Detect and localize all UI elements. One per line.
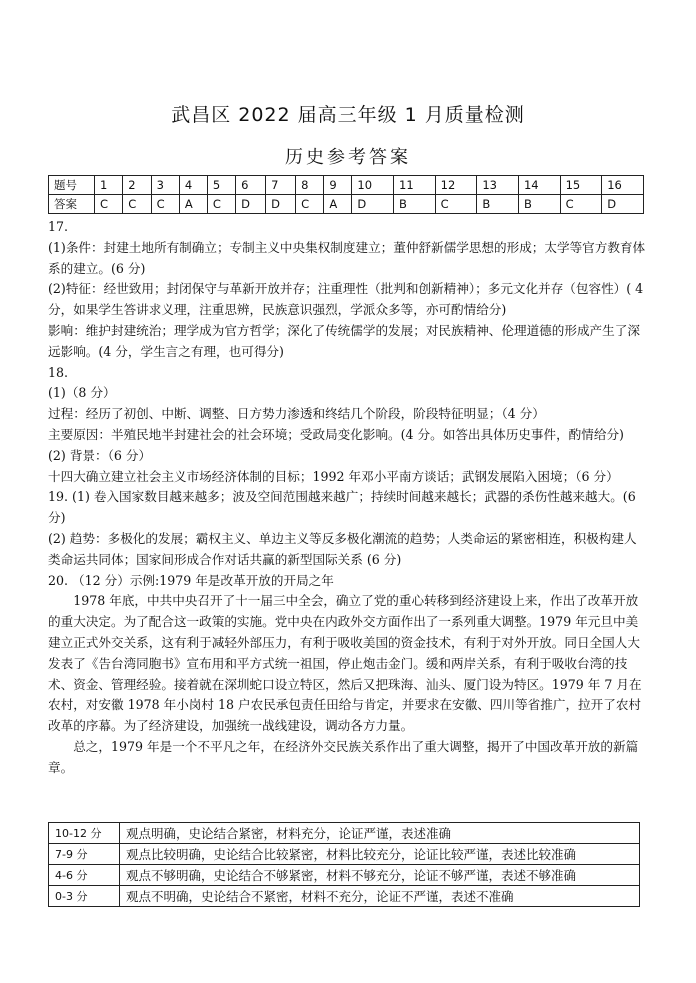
question-number-cell: 9	[324, 176, 352, 195]
answer-paragraph: (2) 背景：（6 分）	[48, 447, 152, 463]
rubric-description: 观点不够明确，史论结合不够紧密，材料不够充分，论证不够严谨，表述不够准确	[120, 865, 640, 886]
question-number-cell: 5	[207, 176, 235, 195]
answer-paragraph: 17.	[48, 219, 69, 234]
answer-key-table	[48, 175, 644, 214]
question-number-cell: 1	[95, 176, 123, 195]
answer-cell: C	[435, 195, 477, 214]
question-number-cell: 4	[179, 176, 207, 195]
page-subtitle: 历史参考答案	[285, 147, 411, 168]
question-number-cell: 12	[435, 176, 477, 195]
answer-paragraph: 十四大确立建立社会主义市场经济体制的目标；1992 年邓小平南方谈话；武钢发展陷入困境；（6 分）	[48, 468, 619, 484]
answer-paragraph: 18.	[48, 364, 69, 380]
answer-cell: B	[518, 195, 560, 214]
answer-cell: D	[266, 195, 296, 214]
question-number-cell: 8	[296, 176, 324, 195]
answer-paragraph: 主要原因：半殖民地半封建社会的社会环境；受政局变化影响。(4 分。如答出具体历史事件，酌情给分)	[48, 426, 624, 442]
scoring-rubric-table	[48, 822, 640, 907]
rubric-row	[49, 886, 640, 907]
answer-cell: A	[324, 195, 352, 214]
question-number-cell: 2	[123, 176, 151, 195]
answer-row	[49, 195, 644, 214]
answer-explanations	[48, 217, 646, 779]
answer-cell: C	[123, 195, 151, 214]
answer-paragraph: 1978 年底，中共中央召开了十一届三中全会，确立了党的重心转移到经济建设上来，作出了改革开放的重大决定。为了配合这一政策的实施。党中央在内政外交方面作出了一系列重大调整。1979 年元旦中美建立正式外交关系，这有利于减轻外部压力，有利于吸收美国的资金技术，有利于对外开放。同日全国人大发表了《告台湾同胞书》宣布用和平方式统一祖国，停止炮击金门。缓和两岸关系，有利于吸收台湾的技术、资金、管理经验。接着就在深圳蛇口设立特区，然后又把珠海、汕头、厦门设为特区。1979 年 7 月在农村，对安徽 1978 年小岗村 18 户农民承包责任田给与肯定，并要求在安徽、四川等省推广，拉开了农村改革的序幕。为了经济建设，加强统一战线建设，调动各方力量。	[48, 593, 642, 734]
answer-cell: B	[394, 195, 436, 214]
rubric-score-level: 4-6 分	[49, 865, 120, 886]
answer-paragraph: (1)条件：封建土地所有制确立；专制主义中央集权制度建立；董仲舒新儒学思想的形成；太学等官方教育体系的建立。(6 分)	[48, 239, 646, 276]
answer-cell: C	[296, 195, 324, 214]
question-number-cell: 13	[477, 176, 519, 195]
rubric-score-level: 0-3 分	[49, 886, 120, 907]
question-number-cell: 7	[266, 176, 296, 195]
question-number-cell: 6	[236, 176, 266, 195]
answer-cell: D	[236, 195, 266, 214]
page-title: 武昌区 2022 届高三年级 1 月质量检测	[171, 104, 525, 126]
question-number-cell: 11	[394, 176, 436, 195]
question-number-cell: 16	[602, 176, 644, 195]
question-row-label: 题号	[49, 176, 95, 195]
answer-cell: B	[477, 195, 519, 214]
rubric-score-level: 10-12 分	[49, 823, 120, 844]
question-number-cell: 14	[518, 176, 560, 195]
answer-paragraph: (1)（8 分）	[48, 385, 116, 401]
answer-paragraph: 19. (1) 卷入国家数目越来越多；波及空间范围越来越广；持续时间越来越长；武器的杀伤性越来越大。(6 分)	[48, 489, 636, 526]
rubric-description: 观点比较明确，史论结合比较紧密，材料比较充分，论证比较严谨，表述比较准确	[120, 844, 640, 865]
rubric-description: 观点明确，史论结合紧密，材料充分，论证严谨，表述准确	[120, 823, 640, 844]
question-number-row	[49, 176, 644, 195]
answer-paragraph: 20. （12 分）示例:1979 年是改革开放的开局之年	[48, 572, 334, 588]
answer-paragraph: (2)特征：经世致用；封闭保守与革新开放并存；注重理性（批判和创新精神）；多元文化并存（包容性）( 4 分，如果学生答讲求义理，注重思辨，民族意识强烈，学派众多等，亦可酌情给分)	[48, 281, 644, 318]
answer-cell: D	[602, 195, 644, 214]
answer-cell: C	[151, 195, 179, 214]
answer-cell: C	[95, 195, 123, 214]
question-number-cell: 3	[151, 176, 179, 195]
answer-row-label: 答案	[49, 195, 95, 214]
rubric-score-level: 7-9 分	[49, 844, 120, 865]
answer-paragraph: 过程：经历了初创、中断、调整、日方势力渗透和终结几个阶段，阶段特征明显；（4 分）	[48, 406, 545, 422]
rubric-description: 观点不明确，史论结合不紧密，材料不充分，论证不严谨，表述不准确	[120, 886, 640, 907]
answer-cell: C	[560, 195, 602, 214]
answer-paragraph: 影响：维护封建统治；理学成为官方哲学；深化了传统儒学的发展；对民族精神、伦理道德的形成产生了深远影响。(4 分，学生言之有理，也可得分)	[48, 322, 640, 359]
answer-cell: C	[207, 195, 235, 214]
rubric-row	[49, 823, 640, 844]
rubric-row	[49, 865, 640, 886]
answer-cell: D	[352, 195, 394, 214]
question-number-cell: 10	[352, 176, 394, 195]
answer-paragraph: (2) 趋势：多极化的发展；霸权主义、单边主义等反多极化潮流的趋势；人类命运的紧密相连，积极构建人类命运共同体；国家间形成合作对话共赢的新型国际关系 (6 分)	[48, 530, 637, 567]
question-number-cell: 15	[560, 176, 602, 195]
answer-cell: A	[179, 195, 207, 214]
rubric-row	[49, 844, 640, 865]
answer-paragraph: 总之，1979 年是一个不平凡之年，在经济外交民族关系作出了重大调整，揭开了中国改革开放的新篇章。	[48, 738, 639, 775]
